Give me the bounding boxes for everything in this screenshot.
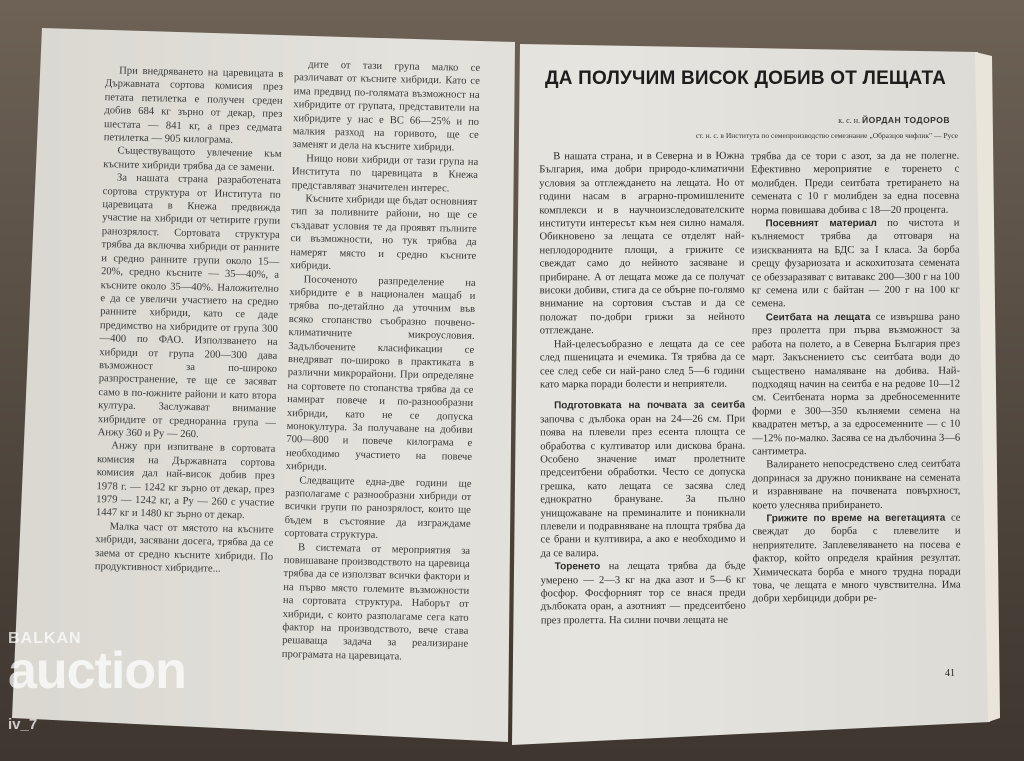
paragraph-text: Валирането непосредствено след сеитбата допринася за дружно поникване на семената и изравняване на почвената повърхност, което улеснява прибирането. [752,458,961,511]
bold-lead: Грижите по време на вегетацията [766,512,946,525]
paragraph: Късните хибриди ще бъдат основният тип за поливните райони, но ще се създават условия те да проявят пълните си възможности, но тук трябва да намерят място и средно късните хибриди. [289,193,478,273]
author-affiliation: ст. н. с. в Института по семепроизводство семезнание „Образцов чифлик" — Русе [695,131,958,140]
paragraph: Съществуващото увлечение към късните хибриди трябва да се замени. [103,145,282,174]
paragraph: За нашата страна разработената сортова структура от Института по царевицата в Кнежа предвижда участие на хибриди от четирите групи ранозрялост. Сортовата структура трябва да включва хибриди от ранните и средно ранните групи около 15—20%, средно късните — 35—40%, а късните около 35—40%. Наложително е да се увеличи участието на средно ранните хибриди, като се даде предимство на хибридите от група 300—400 по ФАО. Използването на хибриди от група 200—300 дава възможност за по-широко разпространение, те ще се засяват само в по-южните райони и като втора култура. Заслужават внимание хибридите от средноранна група — Анжу 360 и Ру — 260. [97,172,282,441]
bold-lead: Подготовката на почвата за сеитба [554,399,746,412]
paragraph: В системата от мероприятия за повишаване производството на царевица трябва да се използват всички фактори и на първо място големите възможности на сортовата структура. Наборът от хибриди, с които разполагаме сега като фактор на производството, вече става решаваща задача за реализиране програмата на царевицата. [281,541,471,663]
paragraph [540,399,746,561]
paragraph-text: се извършва рано през пролетта при първа възможност за работа на полето, а в Северна България през март. Закъснението със сеитбата води до съществено намаляване на добива. Най-подходящ начин на сеитба е на редове 10—12 см. Сеитбената норма за дребносеменните форми е 300—350 кълняеми семена на квадратен метър, а за едросеменните — с 10—12% по-малко. Засява се на дълбочина 3—6 сантиметра. [751,311,961,458]
paragraph [540,337,745,391]
paragraph [751,150,959,218]
author-line [600,115,950,126]
page-number: 41 [945,668,955,679]
paragraph: Нищо нови хибриди от тази група на Института по царевицата в Кнежа представляват значителен интерес. [291,153,479,195]
paragraph [541,560,746,628]
author-name: ЙОРДАН ТОДОРОВ [861,115,950,125]
paragraph: Следващите една-две години ще разполагаме с разнообразни хибриди от всички групи по ранозрялост, които ще бъдем в състояние да изграждаме сортовата структура. [284,474,472,542]
paragraph: дите от тази група малко се различават от късните хибриди. Като се има предвид по-голямата възможност на хибридите от групата, представители на хибридите у нас е ВС 66—25% и по малкия разход на горивото, ще се заменят и дела на късните хибриди. [292,59,481,154]
paragraph: Анжу при изпитване в сортовата комисия на Държавната сортова комисия дал най-висок добив през 1978 г. — 1242 кг зърно от декар, през 1979 — 1242 кг, а Ру — 260 с участие 1447 кг и 1480 кг зърно от декар. [95,440,276,522]
paragraph-text: трябва да се тори с азот, за да не полегне. Ефективно мероприятие е торенето с молибден. Преди сеитбата третирането на семената с 10 г молибден за една посевна норма повишава добива с 18—20 процента. [751,150,960,216]
paragraph: Малка част от мястото на късните хибриди, засявани досега, трябва да се заема от средно късните хибриди. По продуктивност хибридите... [94,521,274,575]
article-title: ДА ПОЛУЧИМ ВИСОК ДОБИВ ОТ ЛЕЩАТА [545,68,947,89]
paragraph [751,217,959,312]
paragraph-text: Най-целесъобразно е лещата да се сее след пшеницата и ечемика. Тя трябва да се сее след себе си най-рано след 5—6 години като марка поради болести и неприятели. [539,338,745,391]
paragraph-text: започва с дълбока оран на 24—26 см. При поява на плевели през есента площта се обработва с култиватор или дискова брана. Особено значение имат пролетните предсеитбени обработки. Често се допуска грешка, като лещата се засява след еднократно брануване. За пълно унищожаване на преминалите и поникнали плевели и подравняване на площта трябва да се брани и култивира, а ако е необходимо и да се валира. [540,413,746,560]
right-column-1 [539,150,746,628]
paragraph-text: се свеждат до борба с плевелите и неприятелите. Заплевеляването на посева е фактор, който определя крайния резултат. Химическата борба е много трудна поради това, че лещата е много чувствителна. Има добри хербициди добри ре- [752,512,961,605]
bold-lead: Сеитбата на лещата [765,311,871,324]
left-column-1 [95,64,284,577]
paragraph-text: на лещата трябва да бъде умерено — 2—3 кг на дка азот и 5—6 кг фосфор. Фосфорният тор се внася преди дълбоката оран, а азотният — предсеитбено през пролетта. На силни почви лещата не [540,560,746,627]
paragraph [752,512,960,607]
left-column-2 [282,58,481,665]
author-degree: к. с. н. [838,116,860,125]
paragraph: Посоченото разпределение на хибридите е в национален мащаб и трябва по-детайлно да уточним във всяко стопанство съобразно почвено-климатичните микроусловия. Задълбочените класификации се внедряват по-широко в практиката в различни микрорайони. При определяне на сортовете по стопанства трябва да се намират повече и по-разнообразни хибриди, като не се допуска монокултура. За получаване на добиви 700—800 и повече килограма е необходимо участието на повече хибриди. [285,273,476,474]
paragraph: При внедряването на царевицата в Държавната сортова комисия през петата петилетка е получен среден добив 684 кг зърно от декар, през шестата — 841 кг, а през седмата петилетка — 905 килограма. [103,65,284,146]
bold-lead: Посевният материал [765,217,877,230]
paragraph-text: по чистота и кълняемост трябва да отговаря на изискванията на БДС за I класа. За борба срещу фузариозата и аскохитозата семената се обеззаразяват с витавакс 200—300 г на 100 кг семена или с байтан — 200 г на 100 кг семена. [751,217,960,310]
watermark-logo [8,630,186,700]
paragraph [539,150,745,338]
right-column-2 [751,150,961,607]
bold-lead: Торенето [554,561,601,573]
watermark-brand-big: auction [8,642,186,700]
watermark-user: iv_7 [8,716,38,733]
paragraph [752,311,961,459]
paragraph-text: В нашата страна, и в Северна и в Южна България, има добри природо-климатични условия за отглеждането на лещата. Но от години насам в аграрно-промишлените комплекси и в научноизследователските институти интересът към нея силно намаля. Обикновено за лещата се отделят най-неплодородните площи, а грижите се свеждат само до нейното засяване и прибиране. А от лещата може да се получат високи добиви, стига да се обърне по-голямо внимание на сортовия състав и да се положат по-добри грижи за нейното отглеждане. [539,150,745,337]
paragraph [752,458,960,512]
watermark-brand-small: BALKAN [8,630,82,647]
